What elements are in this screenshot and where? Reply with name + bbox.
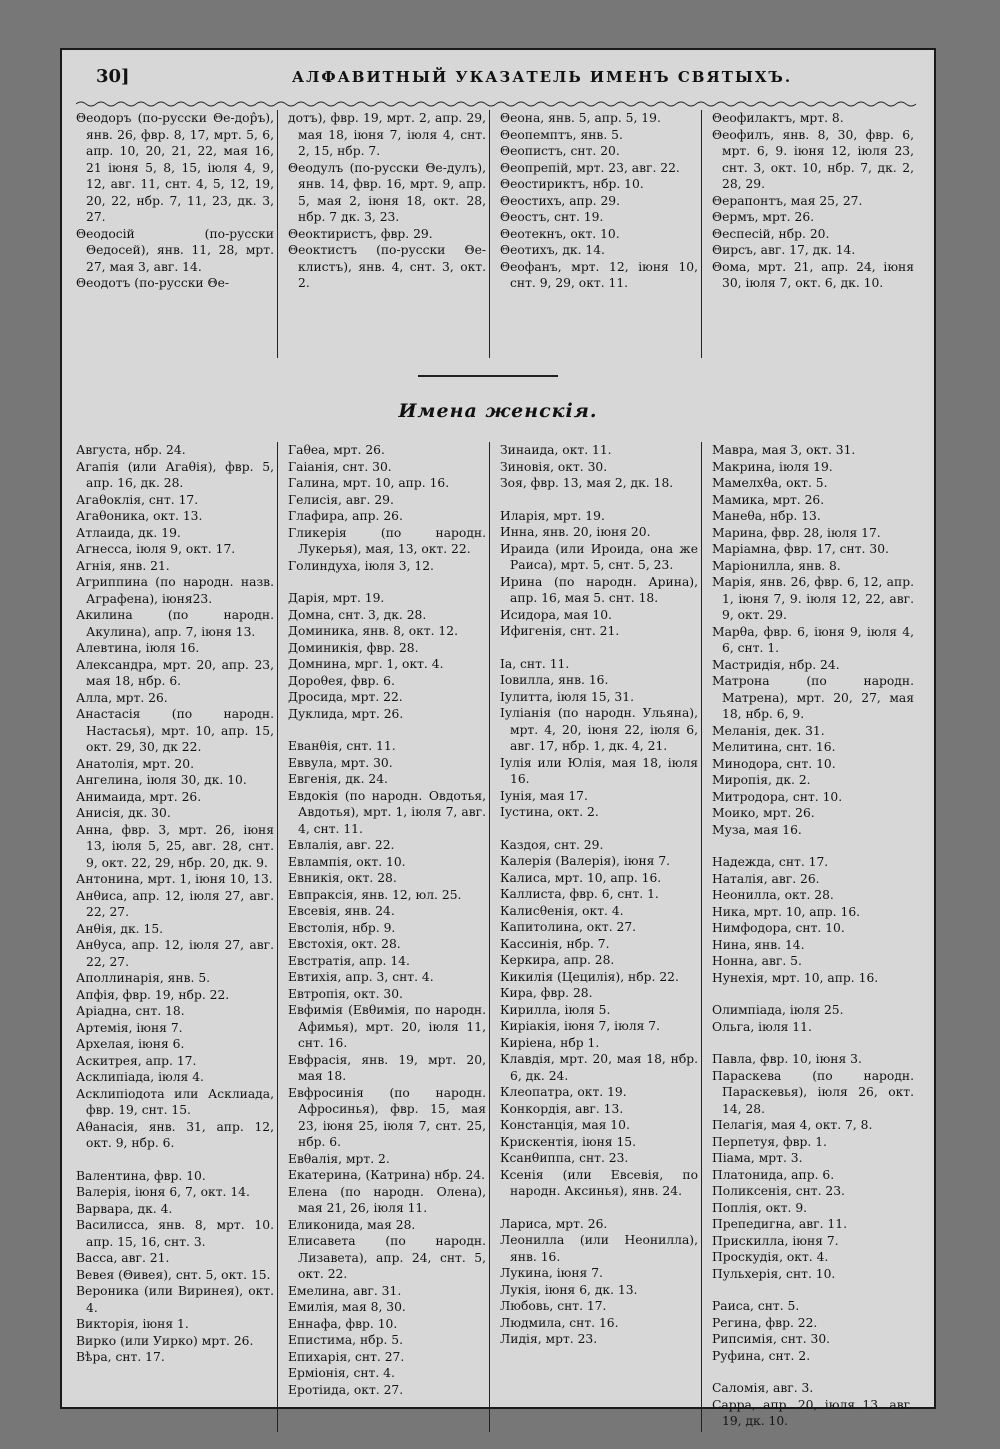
- index-entry: Кассинія, нбр. 7.: [500, 936, 610, 951]
- index-entry: Евфимія (Евθимія, по народн. Афимья), мрт. 20, іюля 11, снт. 16.: [288, 1003, 486, 1050]
- index-entry: Іа, снт. 11.: [500, 656, 570, 671]
- index-entry: Вѣра, снт. 17.: [76, 1350, 165, 1364]
- index-entry: Мамелхθа, окт. 5.: [712, 476, 828, 490]
- index-entry: Θеодотъ (по-русски Θе-: [76, 276, 230, 290]
- index-entry: Еввула, мрт. 30.: [288, 755, 393, 770]
- index-entry: Констанція, мая 10.: [500, 1118, 630, 1132]
- index-entry: Мелитина, снт. 16.: [712, 740, 836, 754]
- index-entry: Валерія, іюня 6, 7, окт. 14.: [76, 1185, 250, 1199]
- index-entry: Руфина, снт. 2.: [712, 1348, 811, 1363]
- index-entry: Маріамна, фвр. 17, снт. 30.: [712, 542, 889, 556]
- index-entry: Доминика, янв. 8, окт. 12.: [288, 624, 458, 638]
- index-entry: Еванθія, снт. 11.: [288, 739, 396, 753]
- index-entry: Θеодулъ (по-русски Θе-дулъ), янв. 14, фвр. 16, мрт. 9, апр. 5, мая 2, іюня 18, окт. 28, нбр. 7 дк. 3, 23.: [288, 160, 486, 224]
- index-entry: Θеостириктъ, нбр. 10.: [500, 177, 644, 191]
- index-entry: Дросида, мрт. 22.: [288, 690, 403, 704]
- index-entry: Евникія, окт. 28.: [288, 871, 397, 885]
- index-entry: Нина, янв. 14.: [712, 937, 805, 952]
- index-entry: Зоя, фвр. 13, мая 2, дк. 18.: [500, 476, 674, 490]
- index-entry: Θеодосій (по-русски Θедосей), янв. 11, 28, мрт. 27, мая 3, авг. 14.: [76, 226, 274, 274]
- index-entry: Евдокія (по народн. Овдотья, Авдотья), мрт. 1, іюля 7, авг. 4, снт. 11.: [288, 788, 486, 836]
- index-entry: Гликерія (по народн. Лукерья), мая, 13, окт. 22.: [288, 525, 486, 556]
- index-entry: Агаθоклія, снт. 17.: [76, 492, 199, 507]
- index-entry: Кирилла, іюля 5.: [500, 1002, 611, 1017]
- index-entry: Надежда, снт. 17.: [712, 855, 829, 869]
- top-column-2: [288, 110, 490, 358]
- index-entry: Саломія, авг. 3.: [712, 1381, 814, 1395]
- index-entry: Евтихія, апр. 3, снт. 4.: [288, 970, 434, 984]
- index-entry: Ирина (по народн. Арина), апр. 16, мая 5. снт. 18.: [500, 574, 698, 605]
- index-entry: дотъ), фвр. 19, мрт. 2, апр. 29, мая 18, іюня 7, іюля 4, снт. 2, 15, нбр. 7.: [288, 111, 486, 158]
- index-entry: Екатерина, (Катрина) нбр. 24.: [288, 1168, 486, 1182]
- index-entry: Ифигенія, снт. 21.: [500, 624, 620, 638]
- index-entry: Нимфодора, снт. 10.: [712, 921, 845, 935]
- page-number: 30]: [96, 66, 130, 87]
- running-title: АЛФАВИТНЫЙ УКАЗАТЕЛЬ ИМЕНЪ СВЯТЫХЪ.: [291, 68, 793, 86]
- index-entry: Евфросинія (по народн. Афросинья), фвр. 15, мая 23, іюня 25, іюля 7, снт. 25, нбр. 6.: [288, 1085, 486, 1149]
- index-entry: Калисθенія, окт. 4.: [500, 903, 624, 918]
- index-entry: Мавра, мая 3, окт. 31.: [712, 443, 856, 457]
- index-entry: Каллиста, фвр. 6, снт. 1.: [500, 887, 659, 901]
- index-entry: Вероника (или Виринея), окт. 4.: [76, 1284, 274, 1315]
- index-entry: Гелисія, авг. 29.: [288, 492, 394, 507]
- index-entry: Павла, фвр. 10, іюня 3.: [712, 1052, 862, 1066]
- index-entry: Сарра, апр. 20, іюля 13. авг. 19, дк. 10.: [712, 1397, 914, 1428]
- wavy-rule: [76, 100, 918, 108]
- index-entry: Апфія, фвр. 19, нбр. 22.: [76, 987, 230, 1002]
- index-entry: Θирсъ, авг. 17, дк. 14.: [712, 243, 856, 257]
- index-entry: Θерапонтъ, мая 25, 27.: [712, 193, 863, 208]
- index-entry: Олимпіада, іюля 25.: [712, 1003, 844, 1017]
- index-entry: Перпетуя, фвр. 1.: [712, 1134, 827, 1149]
- index-entry: Агнія, янв. 21.: [76, 558, 170, 573]
- index-entry: Леонилла (или Неонилла), янв. 16.: [500, 1233, 698, 1264]
- index-entry: Капитолина, окт. 27.: [500, 920, 637, 934]
- index-entry: Калерія (Валерія), іюня 7.: [500, 854, 671, 868]
- index-entry: Еликонида, мая 28.: [288, 1217, 416, 1232]
- index-entry: Елисавета (по народн. Лизавета), апр. 24, снт. 5, окт. 22.: [288, 1234, 486, 1281]
- index-entry: Маріонилла, янв. 8.: [712, 558, 841, 573]
- index-entry: Агриппина (по народн. назв. Аграфена), іюня23.: [76, 575, 274, 606]
- index-entry: Евлампія, окт. 10.: [288, 854, 406, 869]
- index-entry: Нонна, авг. 5.: [712, 954, 802, 968]
- index-entry: Проскудія, окт. 4.: [712, 1250, 829, 1264]
- index-entry: Лукія, іюня 6, дк. 13.: [500, 1282, 638, 1297]
- index-entry: Муза, мая 16.: [712, 822, 802, 837]
- index-entry: Августа, нбр. 24.: [76, 443, 186, 457]
- index-entry: Валентина, фвр. 10.: [76, 1168, 206, 1183]
- index-entry: Поликсенія, снт. 23.: [712, 1184, 845, 1198]
- index-entry: Василисса, янв. 8, мрт. 10. апр. 15, 16, снт. 3.: [76, 1218, 274, 1249]
- index-entry: Александра, мрт. 20, апр. 23, мая 18, нбр. 6.: [76, 657, 274, 688]
- index-entry: Θома, мрт. 21, апр. 24, іюня 30, іюля 7, окт. 6, дк. 10.: [712, 259, 914, 290]
- index-entry: Викторія, іюня 1.: [76, 1317, 189, 1331]
- index-entry: Іовилла, янв. 16.: [500, 673, 609, 687]
- index-entry: Препедигна, авг. 11.: [712, 1217, 847, 1231]
- index-entry: Манеθа, нбр. 13.: [712, 509, 821, 523]
- index-entry: Дарія, мрт. 19.: [288, 591, 385, 605]
- index-entry: Макрина, іюля 19.: [712, 459, 833, 474]
- index-entry: Анθиса, апр. 12, іюля 27, авг. 22, 27.: [76, 888, 274, 919]
- index-entry: Евстратія, апр. 14.: [288, 953, 410, 968]
- index-entry: Галина, мрт. 10, апр. 16.: [288, 476, 450, 490]
- index-entry: Евгенія, дк. 24.: [288, 772, 388, 786]
- index-entry: Еротіида, окт. 27.: [288, 1382, 404, 1397]
- index-entry: Калиса, мрт. 10, апр. 16.: [500, 870, 662, 885]
- index-entry: Іулитта, іюля 15, 31.: [500, 689, 634, 704]
- index-entry: Варвара, дк. 4.: [76, 1201, 173, 1216]
- index-entry: Евтропія, окт. 30.: [288, 986, 403, 1001]
- index-entry: Θеофилактъ, мрт. 8.: [712, 111, 844, 125]
- top-column-4: [712, 110, 914, 358]
- bottom-column-4: [712, 442, 914, 1432]
- index-entry: Акилина (по народн. Акулина), апр. 7, іюня 13.: [76, 608, 274, 639]
- index-entry: Агапія (или Агаθія), фвр. 5, апр. 16, дк. 28.: [76, 459, 274, 490]
- index-entry: Митродора, снт. 10.: [712, 789, 843, 804]
- index-entry: Θеостъ, снт. 19.: [500, 210, 604, 224]
- index-entry: Поплія, окт. 9.: [712, 1200, 808, 1215]
- index-entry: Пульхерія, снт. 10.: [712, 1266, 836, 1281]
- index-entry: Конкордія, авг. 13.: [500, 1101, 624, 1116]
- index-entry: Гаіанія, снт. 30.: [288, 459, 392, 474]
- index-entry: Раиса, снт. 5.: [712, 1299, 800, 1313]
- index-entry: Голиндуха, іюля 3, 12.: [288, 558, 434, 573]
- index-entry: Θеоктиристъ, фвр. 29.: [288, 226, 433, 241]
- top-column-1: [76, 110, 278, 358]
- index-entry: Домна, снт. 3, дк. 28.: [288, 607, 427, 622]
- index-entry: Θермъ, мрт. 26.: [712, 210, 815, 224]
- index-entry: Θеспесій, нбр. 20.: [712, 226, 830, 241]
- index-entry: Марина, фвр. 28, іюля 17.: [712, 525, 881, 540]
- index-entry: Моико, мрт. 26.: [712, 806, 815, 820]
- index-entry: Марія, янв. 26, фвр. 6, 12, апр. 1, іюня 7, 9. іюля 12, 22, авг. 9, окт. 29.: [712, 575, 914, 622]
- index-entry: Евстолія, нбр. 9.: [288, 920, 396, 935]
- index-entry: Наталія, авг. 26.: [712, 871, 820, 886]
- index-entry: Ерміонія, снт. 4.: [288, 1366, 395, 1380]
- index-entry: Любовь, снт. 17.: [500, 1299, 607, 1313]
- top-column-3: [500, 110, 702, 358]
- index-entry: Епистима, нбр. 5.: [288, 1333, 403, 1347]
- index-entry: Алевтина, іюля 16.: [76, 641, 200, 655]
- index-entry: Керкира, апр. 28.: [500, 953, 615, 967]
- index-entry: Регина, фвр. 22.: [712, 1315, 818, 1330]
- index-entry: Исидора, мая 10.: [500, 607, 612, 622]
- index-entry: Асклипіада, іюля 4.: [76, 1070, 204, 1084]
- section-title: Имена женскія.: [398, 400, 598, 422]
- index-entry: Клавдія, мрт. 20, мая 18, нбр. 6, дк. 24.: [500, 1052, 698, 1083]
- index-entry: Прискилла, іюня 7.: [712, 1233, 839, 1248]
- bottom-column-2: [288, 442, 490, 1432]
- index-entry: Минодора, снт. 10.: [712, 756, 836, 771]
- index-entry: Іулія или Юлія, мая 18, іюля 16.: [500, 755, 698, 786]
- index-entry: Киріена, нбр 1.: [500, 1035, 600, 1050]
- index-entry: Θеодоръ (по-русски Θе-дор̂ъ), янв. 26, фвр. 8, 17, мрт. 5, 6, апр. 10, 20, 21, 22, мая 16, 21 іюня 5, 8, 15, іюля 4, 9, 12, авг. 11, снт. 4, 5, 12, 19, 20, 22, нбр. 7, 11, 23, дк. 3, 27.: [76, 111, 274, 224]
- index-entry: Аскитрея, апр. 17.: [76, 1053, 197, 1068]
- index-entry: Агнесса, іюля 9, окт. 17.: [76, 542, 236, 556]
- index-entry: Евфрасія, янв. 19, мрт. 20, мая 18.: [288, 1052, 486, 1083]
- index-entry: Анна, фвр. 3, мрт. 26, іюня 13, іюля 5, 25, авг. 28, снт. 9, окт. 22, 29, нбр. 20, дк. 9.: [76, 822, 274, 870]
- index-entry: Платонида, апр. 6.: [712, 1167, 835, 1182]
- index-entry: Дороθея, фвр. 6.: [288, 673, 395, 688]
- index-entry: Іустина, окт. 2.: [500, 805, 599, 819]
- index-entry: Пелагія, мая 4, окт. 7, 8.: [712, 1118, 873, 1132]
- index-entry: Гаθеа, мрт. 26.: [288, 443, 385, 457]
- index-entry: Кикилія (Цецилія), нбр. 22.: [500, 969, 679, 984]
- index-entry: Васса, авг. 21.: [76, 1251, 170, 1265]
- index-entry: Ксенія (или Евсевія, по народн. Аксинья), янв. 24.: [500, 1167, 698, 1198]
- index-entry: Ангелина, іюля 30, дк. 10.: [76, 773, 247, 787]
- index-entry: Атлаида, дк. 19.: [76, 525, 181, 540]
- index-entry: Θеопистъ, снт. 20.: [500, 144, 620, 158]
- index-entry: Лариса, мрт. 26.: [500, 1216, 608, 1231]
- index-entry: Рипсимія, снт. 30.: [712, 1332, 831, 1346]
- index-entry: Θеотекнъ, окт. 10.: [500, 226, 620, 241]
- index-entry: Евθалія, мрт. 2.: [288, 1151, 390, 1166]
- index-entry: Анисія, дк. 30.: [76, 806, 171, 820]
- index-entry: Θеотихъ, дк. 14.: [500, 243, 605, 257]
- index-entry: Марθа, фвр. 6, іюня 9, іюля 4, 6, снт. 1.: [712, 624, 914, 655]
- index-entry: Θеофанъ, мрт. 12, іюня 10, снт. 9, 29, окт. 11.: [500, 259, 698, 290]
- index-entry: Епихарія, снт. 27.: [288, 1349, 405, 1364]
- index-entry: Θеона, янв. 5, апр. 5, 19.: [500, 111, 661, 125]
- index-entry: Дуклида, мрт. 26.: [288, 706, 404, 721]
- index-entry: Антонина, мрт. 1, іюня 10, 13.: [76, 872, 273, 886]
- index-entry: Ольга, іюля 11.: [712, 1019, 812, 1034]
- index-entry: Архелая, іюня 6.: [76, 1037, 185, 1051]
- index-entry: Инна, янв. 20, іюня 20.: [500, 525, 651, 539]
- index-entry: Зинаида, окт. 11.: [500, 443, 612, 457]
- index-entry: Θеофилъ, янв. 8, 30, фвр. 6, мрт. 6, 9. іюня 12, іюля 23, снт. 3, окт. 10, нбр. 7, дк. 2, 28, 29.: [712, 127, 914, 191]
- female-names-index: [76, 442, 918, 1432]
- index-entry: Агаθоника, окт. 13.: [76, 509, 203, 523]
- section-divider: [418, 375, 558, 377]
- index-entry: Асклипіодота или Асклиада, фвр. 19, снт. 15.: [76, 1086, 274, 1117]
- index-entry: Анастасія (по народн. Настасья), мрт. 10, апр. 15, окт. 29, 30, дк 22.: [76, 707, 274, 754]
- index-entry: Нунехія, мрт. 10, апр. 16.: [712, 970, 879, 985]
- index-entry: Ираида (или Ироида, она же Раиса), мрт. 5, снт. 5, 23.: [500, 541, 698, 572]
- index-entry: Θеоктистъ (по-русски Θе-клистъ), янв. 4, снт. 3, окт. 2.: [288, 243, 486, 290]
- index-entry: Елена (по народн. Олена), мая 21, 26, іюля 11.: [288, 1184, 486, 1215]
- index-entry: Емилія, мая 8, 30.: [288, 1300, 406, 1314]
- index-entry: Глафира, апр. 26.: [288, 509, 403, 523]
- index-entry: Евсевія, янв. 24.: [288, 904, 395, 918]
- index-entry: Аполлинарія, янв. 5.: [76, 971, 211, 985]
- index-entry: Доминикія, фвр. 28.: [288, 640, 419, 655]
- index-entry: Аріадна, снт. 18.: [76, 1004, 185, 1018]
- index-entry: Вевея (Θивея), снт. 5, окт. 15.: [76, 1267, 271, 1282]
- index-entry: Анатолія, мрт. 20.: [76, 756, 194, 771]
- page-header: [62, 50, 934, 106]
- index-entry: Неонилла, окт. 28.: [712, 888, 834, 902]
- bottom-column-3: [500, 442, 702, 1432]
- index-entry: Людмила, снт. 16.: [500, 1315, 619, 1330]
- index-entry: Θеостихъ, апр. 29.: [500, 193, 620, 208]
- index-entry: Емелина, авг. 31.: [288, 1283, 402, 1298]
- index-entry: Алла, мрт. 26.: [76, 690, 168, 705]
- index-entry: Домнина, мрг. 1, окт. 4.: [288, 657, 444, 671]
- index-entry: Мастридія, нбр. 24.: [712, 657, 840, 672]
- index-entry: Клеопатра, окт. 19.: [500, 1085, 627, 1099]
- index-entry: Артемія, іюня 7.: [76, 1020, 183, 1035]
- index-entry: Киріакія, іюня 7, іюля 7.: [500, 1019, 661, 1033]
- index-entry: Аθанасія, янв. 31, апр. 12, окт. 9, нбр. 6.: [76, 1119, 274, 1150]
- bottom-column-1: [76, 442, 278, 1432]
- index-entry: Евстохія, окт. 28.: [288, 937, 401, 951]
- index-entry: Анθія, дк. 15.: [76, 921, 164, 936]
- index-entry: Піама, мрт. 3.: [712, 1151, 803, 1165]
- index-entry: Евпраксія, янв. 12, юл. 25.: [288, 887, 462, 902]
- index-entry: Лукина, іюня 7.: [500, 1266, 603, 1280]
- index-entry: Параскева (по народн. Параскевья), іюля 26, окт. 14, 28.: [712, 1068, 914, 1116]
- index-entry: Лидія, мрт. 23.: [500, 1332, 598, 1346]
- index-entry: Іуліанія (по народн. Ульяна), мрт. 4, 20, іюня 22, іюля 6, авг. 17, нбр. 1, дк. 4, 21.: [500, 706, 698, 753]
- index-entry: Миропія, дк. 2.: [712, 773, 811, 787]
- index-entry: Каздоя, снт. 29.: [500, 837, 604, 852]
- index-entry: Зиновія, окт. 30.: [500, 459, 608, 474]
- index-entry: Матрона (по народн. Матрена), мрт. 20, 27, мая 18, нбр. 6, 9.: [712, 674, 914, 721]
- index-entry: Θеопемптъ, янв. 5.: [500, 127, 623, 142]
- index-entry: Ксанθиппа, снт. 23.: [500, 1151, 629, 1165]
- index-entry: Иларія, мрт. 19.: [500, 508, 605, 523]
- index-entry: Θеопрепій, мрт. 23, авг. 22.: [500, 160, 680, 175]
- index-entry: Меланія, дек. 31.: [712, 723, 825, 738]
- index-entry: Мамика, мрт. 26.: [712, 492, 825, 507]
- index-entry: Анимаида, мрт. 26.: [76, 789, 202, 804]
- index-entry: Еннафа, фвр. 10.: [288, 1316, 398, 1331]
- index-entry: Кира, фвр. 28.: [500, 986, 593, 1000]
- index-entry: Крискентія, іюня 15.: [500, 1134, 636, 1149]
- male-names-continuation: [76, 110, 918, 358]
- index-entry: Вирко (или Уирко) мрт. 26.: [76, 1333, 254, 1348]
- index-entry: Анθуса, апр. 12, іюля 27, авг. 22, 27.: [76, 938, 274, 969]
- book-page: [60, 48, 936, 1428]
- index-entry: Евлалія, авг. 22.: [288, 838, 395, 852]
- index-entry: Ника, мрт. 10, апр. 16.: [712, 904, 861, 919]
- index-entry: Іунія, мая 17.: [500, 788, 588, 803]
